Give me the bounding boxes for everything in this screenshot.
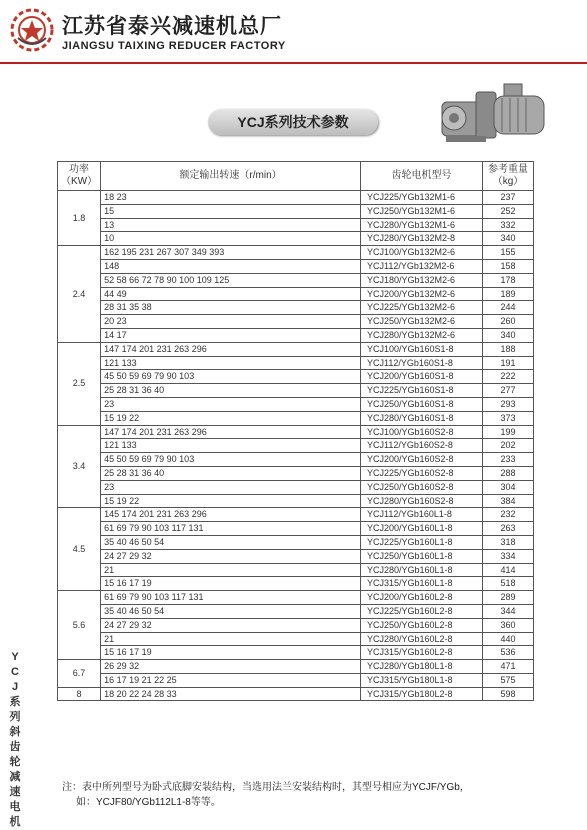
speed-cell: 15 16 17 19 [101,646,361,660]
model-cell: YCJ315/YGb160L2-8 [361,646,483,660]
speed-cell: 35 40 46 50 54 [101,535,361,549]
speed-cell: 147 174 201 231 263 296 [101,425,361,439]
table-row [58,259,534,273]
model-cell: YCJ112/YGb160S1-8 [361,356,483,370]
weight-cell: 340 [483,232,534,246]
speed-cell: 24 27 29 32 [101,618,361,632]
power-cell: 1.8 [58,191,101,246]
speed-cell: 13 [101,218,361,232]
weight-cell: 334 [483,549,534,563]
weight-cell: 191 [483,356,534,370]
speed-cell: 21 [101,563,361,577]
weight-cell: 332 [483,218,534,232]
header-rule [0,62,587,64]
speed-cell: 18 20 22 24 28 33 [101,687,361,701]
power-cell: 2.5 [58,342,101,425]
weight-cell: 232 [483,508,534,522]
weight-cell: 318 [483,535,534,549]
model-cell: YCJ250/YGb160S2-8 [361,480,483,494]
weight-cell: 237 [483,191,534,205]
model-cell: YCJ280/YGb132M1-6 [361,218,483,232]
model-cell: YCJ100/YGb160S1-8 [361,342,483,356]
table-row [58,494,534,508]
table-row [58,549,534,563]
model-cell: YCJ280/YGb160S1-8 [361,411,483,425]
model-cell: YCJ250/YGb160S1-8 [361,397,483,411]
table-row [58,618,534,632]
table-row [58,563,534,577]
speed-cell: 147 174 201 231 263 296 [101,342,361,356]
table-row [58,204,534,218]
weight-cell: 199 [483,425,534,439]
table-header-row [58,162,534,191]
weight-cell: 373 [483,411,534,425]
speed-cell: 25 28 31 36 40 [101,384,361,398]
table-row [58,411,534,425]
speed-cell: 121 133 [101,439,361,453]
model-cell: YCJ225/YGb132M1-6 [361,191,483,205]
weight-cell: 222 [483,370,534,384]
speed-cell: 52 58 66 72 78 90 100 109 125 [101,273,361,287]
table-row [58,356,534,370]
table-row [58,439,534,453]
table-row [58,591,534,605]
table-row [58,604,534,618]
gear-motor-image [440,78,550,148]
table-row [58,342,534,356]
weight-cell: 202 [483,439,534,453]
power-cell: 6.7 [58,660,101,688]
model-cell: YCJ280/YGb132M2-8 [361,232,483,246]
model-cell: YCJ112/YGb160S2-8 [361,439,483,453]
weight-cell: 598 [483,687,534,701]
speed-cell: 10 [101,232,361,246]
model-cell: YCJ250/YGb160L1-8 [361,549,483,563]
company-logo-icon [10,8,54,52]
table-row [58,328,534,342]
header-model: 齿轮电机型号 [361,162,483,191]
speed-cell: 26 29 32 [101,660,361,674]
footnote-line-1: 注：表中所列型号为卧式底脚安装结构，当选用法兰安装结构时，其型号相应为YCJF/YGb， [62,782,470,793]
model-cell: YCJ280/YGb160S2-8 [361,494,483,508]
company-name-cn: 江苏省泰兴减速机总厂 [62,15,282,38]
table-row [58,191,534,205]
table-row [58,425,534,439]
weight-cell: 344 [483,604,534,618]
model-cell: YCJ250/YGb160L2-8 [361,618,483,632]
table-row [58,466,534,480]
weight-cell: 288 [483,466,534,480]
speed-cell: 45 50 59 69 79 90 103 [101,453,361,467]
speed-cell: 45 50 59 69 79 90 103 [101,370,361,384]
table-row [58,273,534,287]
page-title: YCJ系列技术参数 [208,109,378,135]
table-row [58,632,534,646]
weight-cell: 260 [483,315,534,329]
table-row [58,301,534,315]
speed-cell: 15 19 22 [101,494,361,508]
weight-cell: 233 [483,453,534,467]
speed-cell: 121 133 [101,356,361,370]
header-speed: 额定输出转速（r/min） [101,162,361,191]
speed-cell: 18 23 [101,191,361,205]
model-cell: YCJ225/YGb160S1-8 [361,384,483,398]
table-row [58,287,534,301]
weight-cell: 189 [483,287,534,301]
table-row [58,453,534,467]
table-row [58,370,534,384]
power-cell: 8 [58,687,101,701]
power-cell: 5.6 [58,591,101,660]
model-cell: YCJ315/YGb160L1-8 [361,577,483,591]
model-cell: YCJ112/YGb132M2-6 [361,259,483,273]
speed-cell: 61 69 79 90 103 117 131 [101,591,361,605]
speed-cell: 21 [101,632,361,646]
speed-cell: 148 [101,259,361,273]
power-cell: 2.4 [58,246,101,343]
weight-cell: 360 [483,618,534,632]
weight-cell: 289 [483,591,534,605]
speed-cell: 23 [101,397,361,411]
model-cell: YCJ200/YGb160L1-8 [361,522,483,536]
table-row [58,660,534,674]
speed-cell: 35 40 46 50 54 [101,604,361,618]
weight-cell: 244 [483,301,534,315]
model-cell: YCJ100/YGb160S2-8 [361,425,483,439]
weight-cell: 178 [483,273,534,287]
model-cell: YCJ315/YGb180L1-8 [361,673,483,687]
table-row [58,508,534,522]
weight-cell: 536 [483,646,534,660]
speed-cell: 24 27 29 32 [101,549,361,563]
speed-cell: 28 31 35 38 [101,301,361,315]
weight-cell: 252 [483,204,534,218]
model-cell: YCJ200/YGb160L2-8 [361,591,483,605]
table-row [58,673,534,687]
weight-cell: 158 [483,259,534,273]
power-cell: 4.5 [58,508,101,591]
table-row [58,522,534,536]
weight-cell: 384 [483,494,534,508]
spec-table [57,161,534,701]
model-cell: YCJ225/YGb160L1-8 [361,535,483,549]
power-cell: 3.4 [58,425,101,508]
model-cell: YCJ180/YGb132M2-6 [361,273,483,287]
table-row [58,646,534,660]
side-series-label: YCJ系列斜齿轮减速电机 [9,651,21,828]
table-row [58,218,534,232]
model-cell: YCJ250/YGb132M1-6 [361,204,483,218]
table-row [58,687,534,701]
table-row [58,480,534,494]
speed-cell: 25 28 31 36 40 [101,466,361,480]
speed-cell: 15 19 22 [101,411,361,425]
footnote [62,780,582,810]
model-cell: YCJ225/YGb132M2-6 [361,301,483,315]
speed-cell: 44 49 [101,287,361,301]
footnote-line-2: 如：YCJF80/YGb112L1-8等等。 [76,797,221,808]
model-cell: YCJ250/YGb132M2-6 [361,315,483,329]
header-power: 功率 （KW） [58,162,101,191]
model-cell: YCJ100/YGb132M2-6 [361,246,483,260]
weight-cell: 263 [483,522,534,536]
weight-cell: 304 [483,480,534,494]
table-row [58,315,534,329]
model-cell: YCJ280/YGb160L2-8 [361,632,483,646]
header-weight: 参考重量 （kg） [483,162,534,191]
speed-cell: 20 23 [101,315,361,329]
model-cell: YCJ225/YGb160L2-8 [361,604,483,618]
model-cell: YCJ200/YGb160S1-8 [361,370,483,384]
weight-cell: 414 [483,563,534,577]
table-row [58,246,534,260]
speed-cell: 61 69 79 90 103 117 131 [101,522,361,536]
weight-cell: 518 [483,577,534,591]
weight-cell: 340 [483,328,534,342]
weight-cell: 440 [483,632,534,646]
model-cell: YCJ280/YGb180L1-8 [361,660,483,674]
speed-cell: 15 16 17 19 [101,577,361,591]
model-cell: YCJ280/YGb132M2-6 [361,328,483,342]
company-name-en: JIANGSU TAIXING REDUCER FACTORY [62,40,286,52]
table-row [58,397,534,411]
table-row [58,577,534,591]
weight-cell: 277 [483,384,534,398]
model-cell: YCJ315/YGb180L2-8 [361,687,483,701]
weight-cell: 575 [483,673,534,687]
speed-cell: 145 174 201 231 263 296 [101,508,361,522]
page-header [0,0,587,62]
spec-table-body [58,191,534,701]
model-cell: YCJ280/YGb160L1-8 [361,563,483,577]
speed-cell: 14 17 [101,328,361,342]
weight-cell: 188 [483,342,534,356]
speed-cell: 16 17 19 21 22 25 [101,673,361,687]
speed-cell: 162 195 231 267 307 349 393 [101,246,361,260]
table-row [58,384,534,398]
table-row [58,535,534,549]
model-cell: YCJ200/YGb160S2-8 [361,453,483,467]
speed-cell: 23 [101,480,361,494]
weight-cell: 155 [483,246,534,260]
model-cell: YCJ225/YGb160S2-8 [361,466,483,480]
model-cell: YCJ200/YGb132M2-6 [361,287,483,301]
weight-cell: 471 [483,660,534,674]
weight-cell: 293 [483,397,534,411]
model-cell: YCJ112/YGb160L1-8 [361,508,483,522]
table-row [58,232,534,246]
speed-cell: 15 [101,204,361,218]
